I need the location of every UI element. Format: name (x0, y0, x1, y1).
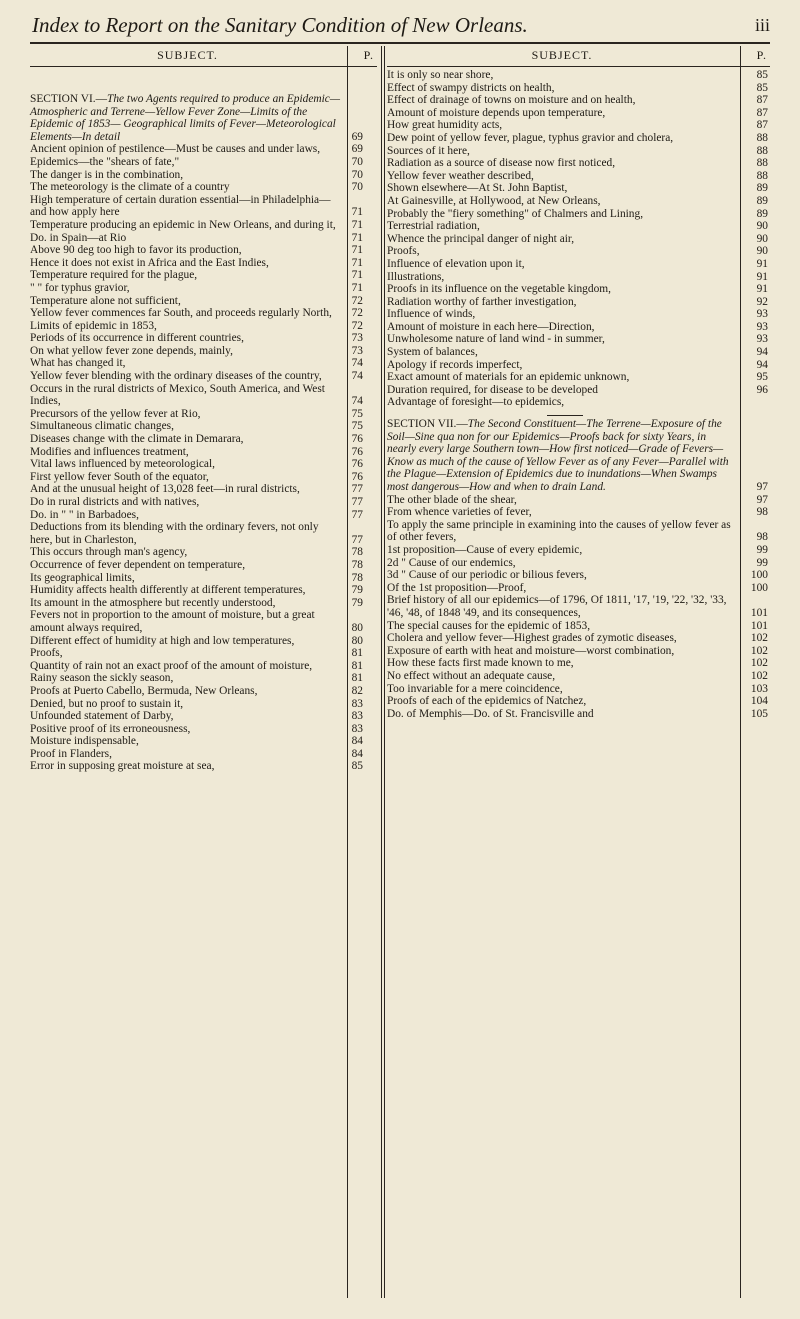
entry-page: 100 (750, 581, 768, 594)
index-entry (387, 645, 770, 658)
entry-subject: Of the 1st proposition—Proof, (387, 581, 527, 594)
index-entry (387, 620, 770, 633)
entry-subject: To apply the same principle in examining into the causes of yellow fever as of other fevers, (387, 518, 731, 544)
entry-subject: On what yellow fever zone depends, mainly, (30, 344, 233, 357)
section-text (387, 418, 737, 494)
index-entry (387, 519, 770, 544)
entry-subject: Sources of it here, (387, 144, 470, 157)
entry-subject: Simultaneous climatic changes, (30, 420, 174, 433)
entry-page: 71 (351, 269, 363, 282)
center-divider-rule-inner (384, 46, 385, 1298)
index-entry (30, 269, 377, 282)
entry-subject: Diseases change with the climate in Demarara, (30, 433, 244, 446)
entry-subject: Denied, but no proof to sustain it, (30, 697, 184, 710)
entry-subject: Its amount in the atmosphere but recently understood, (30, 596, 276, 609)
entry-subject: Amount of moisture depends upon temperature, (387, 106, 606, 119)
index-entry (30, 584, 377, 597)
entry-page: 75 (351, 407, 363, 420)
entry-page: 95 (756, 371, 768, 384)
index-entry (30, 496, 377, 509)
header-rule (30, 42, 770, 44)
entry-page: 78 (351, 571, 363, 584)
entry-subject: The special causes for the epidemic of 1853, (387, 619, 591, 632)
center-divider-rule (381, 46, 382, 1298)
entry-page: 89 (756, 182, 768, 195)
entry-page: 81 (351, 659, 363, 672)
entry-subject: This occurs through man's agency, (30, 546, 188, 559)
entry-subject: Temperature required for the plague, (30, 269, 198, 282)
entry-subject: Duration required, for disease to be developed (387, 383, 598, 396)
subject-heading: SUBJECT. (157, 48, 218, 62)
index-entry (30, 320, 377, 333)
index-entry (387, 208, 770, 221)
entry-page: 87 (756, 119, 768, 132)
index-entry (387, 371, 770, 384)
entry-page: 71 (351, 244, 363, 257)
index-entry (30, 257, 377, 270)
index-entry (30, 282, 377, 295)
entry-subject: Occurs in the rural districts of Mexico, South America, and West Indies, (30, 382, 325, 408)
entry-page: 74 (351, 370, 363, 383)
entry-subject: Fevers not in proportion to the amount of moisture, but a great amount always required, (30, 609, 315, 634)
index-entry (30, 509, 377, 522)
index-entry (387, 657, 770, 670)
entry-subject: Proofs, (387, 245, 420, 258)
index-entry (387, 582, 770, 595)
entry-subject: It is only so near shore, (387, 69, 494, 81)
entry-subject: System of balances, (387, 346, 478, 359)
index-entry (30, 383, 377, 408)
left-column-header (30, 46, 377, 67)
entry-subject: Vital laws influenced by meteorological, (30, 458, 215, 471)
index-entry (387, 94, 770, 107)
section-heading (387, 418, 770, 494)
entry-subject: Yellow fever blending with the ordinary diseases of the country, (30, 370, 322, 383)
entry-page: 77 (351, 483, 363, 496)
entry-page: 84 (351, 747, 363, 760)
entry-subject: Yellow fever commences far South, and proceeds regularly North, (30, 307, 332, 320)
index-entry (387, 333, 770, 346)
right-column (387, 46, 770, 720)
entry-subject: Rainy season the sickly season, (30, 672, 174, 685)
entry-page: 73 (351, 344, 363, 357)
index-entry (30, 471, 377, 484)
entry-page: 80 (351, 621, 363, 634)
entry-subject: Too invariable for a mere coincidence, (387, 682, 563, 695)
entry-page: 83 (351, 697, 363, 710)
index-entry (387, 359, 770, 372)
section-label: SECTION VII.— (387, 418, 468, 431)
index-entry (30, 521, 377, 546)
entry-subject: Whence the principal danger of night air, (387, 232, 575, 245)
entry-subject: Effect of drainage of towns on moisture and on health, (387, 94, 636, 107)
entry-page: 75 (351, 420, 363, 433)
entry-page: 71 (351, 218, 363, 231)
entry-page: 90 (756, 232, 768, 245)
entry-page: 72 (351, 294, 363, 307)
entry-subject: Modifies and influences treatment, (30, 445, 189, 458)
entry-subject: Radiation as a source of disease now first noticed, (387, 157, 616, 170)
entry-page: 74 (351, 395, 363, 408)
index-entry (387, 346, 770, 359)
index-entry (387, 308, 770, 321)
index-entry (387, 182, 770, 195)
entry-page: 77 (351, 533, 363, 546)
left-entries (30, 67, 377, 773)
entry-subject: Its geographical limits, (30, 571, 135, 584)
index-entry (30, 357, 377, 370)
entry-page: 102 (750, 632, 768, 645)
entry-subject: And at the unusual height of 13,028 feet—in rural districts, (30, 483, 300, 496)
index-entry (30, 295, 377, 308)
index-entry (30, 370, 377, 383)
right-entries (387, 67, 770, 720)
index-entry (30, 597, 377, 610)
section-divider (547, 415, 583, 416)
entry-subject: Terrestrial radiation, (387, 220, 480, 233)
section-summary: The Second Constituent—The Terrene—Exposure of the Soil—Sine qua non for our Epidemics—Proofs back for sixty Years, in nearly every large Southern town—How first noticed—Grade of Fevers—Know as much of the cause of Yellow Fever as of any Fever—Parallel with the Plague—Extension of Epidemics due to inundations—When Swamps most dangerous—How and when to drain Land. (387, 418, 729, 493)
entry-subject: Influence of elevation upon it, (387, 257, 525, 270)
entry-subject: Above 90 deg too high to favor its production, (30, 244, 242, 257)
index-entry (30, 244, 377, 257)
entry-subject: Do. in " " in Barbadoes, (30, 508, 139, 521)
page-title: Index to Report on the Sanitary Condition of New Orleans. (32, 13, 528, 37)
entry-subject: Occurrence of fever dependent on temperature, (30, 558, 246, 571)
entry-page: 94 (756, 346, 768, 359)
section-summary: The two Agents required to produce an Epidemic—Atmospheric and Terrene—Yellow Fever Zone—Limits of the Epidemic of 1853— Geographical limits of Fever—Meteorological Elements—In detail (30, 93, 340, 143)
index-entry (30, 735, 377, 748)
entry-subject: Cholera and yellow fever—Highest grades of zymotic diseases, (387, 632, 677, 645)
entry-subject: How these facts first made known to me, (387, 657, 574, 670)
index-entry (387, 708, 770, 721)
entry-page: 104 (750, 695, 768, 708)
entry-subject: 1st proposition—Cause of every epidemic, (387, 543, 583, 556)
index-entry (30, 433, 377, 446)
index-entry (387, 119, 770, 132)
entry-subject: Exposure of earth with heat and moisture—worst combination, (387, 644, 675, 657)
entry-subject: Radiation worthy of farther investigation, (387, 295, 577, 308)
section-heading (30, 93, 377, 143)
entry-page: 71 (351, 231, 363, 244)
entry-subject: Ancient opinion of pestilence—Must be causes and under laws, (30, 143, 321, 156)
index-entry (387, 145, 770, 158)
entry-subject: Amount of moisture in each here—Direction, (387, 320, 595, 333)
entry-subject: The meteorology is the climate of a country (30, 181, 230, 194)
entry-subject: Precursors of the yellow fever at Rio, (30, 407, 201, 420)
entry-page: 85 (351, 760, 363, 773)
entry-subject: 3d " Cause of our periodic or bilious fevers, (387, 569, 587, 582)
entry-page: 93 (756, 308, 768, 321)
entry-page: 89 (756, 194, 768, 207)
index-entry (387, 132, 770, 145)
index-entry (387, 544, 770, 557)
index-entry (30, 748, 377, 761)
subject-heading: SUBJECT. (531, 48, 593, 62)
entry-subject: What has changed it, (30, 357, 126, 370)
index-entry (387, 670, 770, 683)
entry-subject: Limits of epidemic in 1853, (30, 319, 157, 332)
entry-page: 76 (351, 470, 363, 483)
entry-page: 91 (756, 257, 768, 270)
entry-subject: Epidemics—the "shears of fate," (30, 155, 180, 168)
entry-page: 84 (351, 735, 363, 748)
page-number: iii (754, 15, 770, 35)
entry-subject: Different effect of humidity at high and low temperatures, (30, 634, 295, 647)
entry-page: 93 (756, 320, 768, 333)
entry-page: 94 (756, 358, 768, 371)
entry-page: 85 (756, 81, 768, 94)
index-entry (30, 332, 377, 345)
index-entry (387, 296, 770, 309)
entry-page: 98 (756, 531, 768, 544)
entry-page: 70 (351, 155, 363, 168)
entry-subject: Shown elsewhere—At St. John Baptist, (387, 182, 568, 195)
entry-page: 85 (756, 69, 768, 81)
entry-subject: From whence varieties of fever, (387, 506, 532, 519)
entry-subject: Advantage of foresight—to epidemics, (387, 396, 565, 409)
index-entry (387, 594, 770, 619)
entry-subject: Unwholesome nature of land wind - in summer, (387, 333, 605, 346)
entry-subject: Humidity affects health differently at different temperatures, (30, 584, 306, 597)
entry-subject: Do in rural districts and with natives, (30, 496, 200, 508)
index-entry (30, 609, 377, 634)
entry-subject: First yellow fever South of the equator, (30, 470, 209, 483)
entry-subject: Proofs in its influence on the vegetable kingdom, (387, 283, 611, 296)
entry-page: 80 (351, 634, 363, 647)
index-entry (387, 557, 770, 570)
entry-subject: The danger is in the combination, (30, 168, 184, 181)
entry-page: 76 (351, 445, 363, 458)
entry-page: 100 (750, 569, 768, 582)
entry-subject: Temperature alone not sufficient, (30, 294, 181, 307)
entry-subject: Moisture indispensable, (30, 735, 139, 748)
entry-subject: Proof in Flanders, (30, 747, 112, 760)
index-entry (30, 723, 377, 736)
index-entry (30, 672, 377, 685)
entry-page: 99 (756, 556, 768, 569)
entry-page: 101 (750, 619, 768, 632)
index-entry (30, 698, 377, 711)
entry-subject: Positive proof of its erroneousness, (30, 722, 191, 735)
index-entry (30, 710, 377, 723)
index-entry (30, 660, 377, 673)
entry-subject: 2d " Cause of our endemics, (387, 556, 516, 569)
page-heading: P. (363, 48, 374, 62)
entry-subject: Do. in Spain—at Rio (30, 231, 127, 244)
index-entry (30, 219, 377, 232)
entry-page: 78 (351, 546, 363, 559)
entry-page: 97 (756, 493, 768, 506)
entry-page: 77 (351, 508, 363, 521)
index-entry (30, 483, 377, 496)
index-entry (387, 283, 770, 296)
entry-page: 93 (756, 333, 768, 346)
index-entry (387, 683, 770, 696)
entry-subject: Influence of winds, (387, 308, 476, 321)
index-entry (30, 760, 377, 773)
index-entry (387, 494, 770, 507)
entry-page: 102 (750, 644, 768, 657)
section-text (30, 93, 340, 143)
index-entry (30, 647, 377, 660)
entry-page: 77 (351, 496, 363, 508)
entry-page: 91 (756, 283, 768, 296)
entry-page: 83 (351, 710, 363, 723)
entry-subject: Dew point of yellow fever, plague, typhus gravior and cholera, (387, 131, 674, 144)
entry-page: 92 (756, 295, 768, 308)
entry-page: 98 (756, 506, 768, 519)
entry-page: 72 (351, 319, 363, 332)
entry-subject: Hence it does not exist in Africa and the East Indies, (30, 256, 269, 269)
index-entry (387, 82, 770, 95)
index-entry (387, 321, 770, 334)
index-entry (387, 69, 770, 82)
entry-page: 88 (756, 131, 768, 144)
entry-page: 101 (750, 606, 768, 619)
index-entry (387, 107, 770, 120)
index-entry (387, 384, 770, 397)
index-entry (30, 156, 377, 169)
entry-page: 71 (351, 256, 363, 269)
entry-page: 81 (351, 672, 363, 685)
entry-page: 103 (750, 682, 768, 695)
entry-page: 82 (351, 684, 363, 697)
entry-page: 79 (351, 584, 363, 597)
index-entry (387, 157, 770, 170)
entry-subject: Deductions from its blending with the ordinary fevers, not only here, but in Charleston, (30, 521, 319, 546)
index-entry (30, 685, 377, 698)
entry-page: 102 (750, 657, 768, 670)
index-entry (387, 258, 770, 271)
entry-page: 90 (756, 220, 768, 233)
index-entry (30, 559, 377, 572)
section-page: 69 (351, 130, 363, 143)
entry-subject: Do. of Memphis—Do. of St. Francisville and (387, 707, 594, 720)
entry-page: 105 (750, 707, 768, 720)
entry-subject: High temperature of certain duration essential—in Philadelphia—and how apply here (30, 193, 331, 219)
index-entry (387, 245, 770, 258)
entry-subject: Proofs, (30, 647, 63, 660)
left-column (30, 46, 377, 773)
index-entry (30, 572, 377, 585)
index-entry (30, 458, 377, 471)
page-heading: P. (756, 48, 767, 62)
entry-page: 70 (351, 168, 363, 181)
index-entry (387, 396, 770, 409)
entry-page: 70 (351, 181, 363, 194)
index-entry (30, 169, 377, 182)
entry-page: 87 (756, 106, 768, 119)
index-entry (387, 271, 770, 284)
entry-page: 83 (351, 722, 363, 735)
entry-page: 88 (756, 157, 768, 170)
entry-subject: Quantity of rain not an exact proof of the amount of moisture, (30, 659, 313, 672)
index-entry (30, 194, 377, 219)
entry-subject: Proofs at Puerto Cabello, Bermuda, New Orleans, (30, 684, 258, 697)
index-entry (30, 345, 377, 358)
entry-page: 88 (756, 144, 768, 157)
index-entry (30, 143, 377, 156)
entry-page: 73 (351, 332, 363, 345)
entry-subject: Illustrations, (387, 270, 445, 283)
entry-subject: Unfounded statement of Darby, (30, 710, 174, 723)
index-entry (387, 506, 770, 519)
entry-subject: Temperature producing an epidemic in New Orleans, and during it, (30, 218, 336, 231)
entry-subject: Exact amount of materials for an epidemic unknown, (387, 371, 630, 384)
entry-page: 78 (351, 558, 363, 571)
entry-subject: Yellow fever weather described, (387, 169, 534, 182)
entry-page: 74 (351, 357, 363, 370)
entry-page: 76 (351, 458, 363, 471)
entry-subject: No effect without an adequate cause, (387, 669, 556, 682)
entry-subject: The other blade of the shear, (387, 493, 517, 506)
section-label: SECTION VI.— (30, 93, 107, 105)
entry-page: 88 (756, 169, 768, 182)
entry-page: 81 (351, 647, 363, 660)
index-entry (30, 546, 377, 559)
entry-page: 76 (351, 433, 363, 446)
entry-subject: " " for typhus gravior, (30, 281, 130, 294)
index-entry (30, 446, 377, 459)
index-entry (30, 408, 377, 421)
entry-subject: Effect of swampy districts on health, (387, 81, 555, 94)
section-page: 97 (756, 481, 768, 493)
entry-page: 72 (351, 307, 363, 320)
entry-page: 71 (351, 206, 363, 219)
index-entry (387, 170, 770, 183)
index-entry (30, 307, 377, 320)
entry-subject: Proofs of each of the epidemics of Natchez, (387, 695, 587, 708)
index-entry (30, 420, 377, 433)
index-entry (387, 695, 770, 708)
index-entry (30, 635, 377, 648)
entry-subject: Probably the "fiery something" of Chalmers and Lining, (387, 207, 644, 220)
entry-subject: Apology if records imperfect, (387, 358, 523, 371)
entry-page: 96 (756, 383, 768, 396)
entry-page: 102 (750, 669, 768, 682)
index-entry (387, 195, 770, 208)
index-entry (30, 181, 377, 194)
entry-page: 79 (351, 596, 363, 609)
entry-page: 89 (756, 207, 768, 220)
right-column-header (387, 46, 770, 67)
entry-page: 99 (756, 543, 768, 556)
entry-page: 90 (756, 245, 768, 258)
entry-page: 87 (756, 94, 768, 107)
index-entry (30, 232, 377, 245)
index-entry (387, 233, 770, 246)
index-entry (387, 632, 770, 645)
entry-subject: Periods of its occurrence in different countries, (30, 332, 244, 345)
entry-subject: At Gainesville, at Hollywood, at New Orleans, (387, 194, 601, 207)
entry-page: 71 (351, 281, 363, 294)
entry-page: 91 (756, 270, 768, 283)
entry-subject: How great humidity acts, (387, 119, 503, 132)
index-entry (387, 569, 770, 582)
entry-subject: Brief history of all our epidemics—of 1796, Of 1811, '17, '19, '22, '32, '33, '46, '48, of 1848 '49, and its consequences, (387, 594, 727, 619)
entry-page: 69 (351, 143, 363, 156)
entry-subject: Error in supposing great moisture at sea, (30, 760, 215, 773)
index-entry (387, 220, 770, 233)
